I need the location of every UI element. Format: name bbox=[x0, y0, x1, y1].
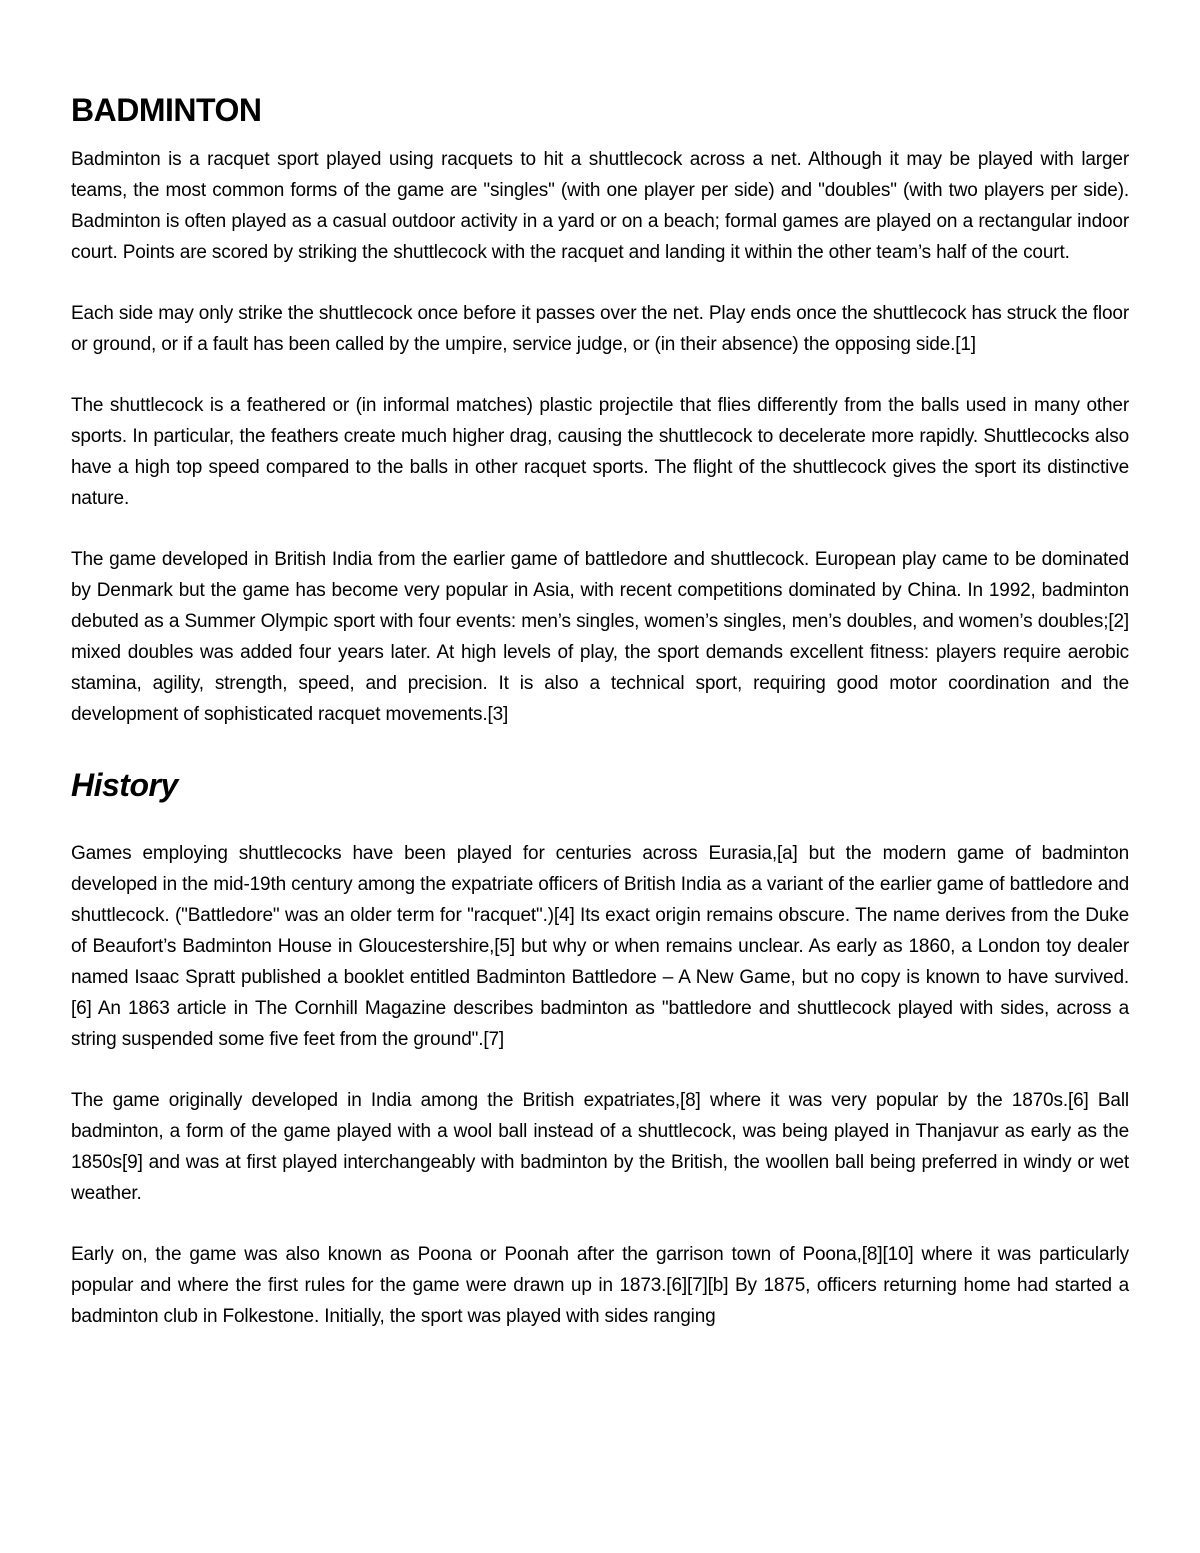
document-title: BADMINTON bbox=[71, 92, 262, 128]
history-heading: History bbox=[71, 767, 178, 803]
intro-paragraph-3: The shuttlecock is a feathered or (in informal matches) plastic projectile that flies differently from the balls used in many other sports. In particular, the feathers create much higher drag, causing the shuttlecock to decelerate more rapidly. Shuttlecocks also have a high top speed compared to the balls in other racquet sports. The flight of the shuttlecock gives the sport its distinctive nature. bbox=[71, 395, 1129, 509]
history-paragraph-1: Games employing shuttlecocks have been played for centuries across Eurasia,[a] but the modern game of badminton developed in the mid-19th century among the expatriate officers of British India as a variant of the earlier game of battledore and shuttlecock. ("Battledore" was an older term for "racquet".)[4] Its exact origin remains obscure. The name derives from the Duke of Beaufort’s Badminton House in Gloucestershire,[5] but why or when remains unclear. As early as 1860, a London toy dealer named Isaac Spratt published a booklet entitled Badminton Battledore – A New Game, but no copy is known to have survived.[6] An 1863 article in The Cornhill Magazine describes badminton as "battledore and shuttlecock played with sides, across a string suspended some five feet from the ground".[7] bbox=[71, 843, 1129, 1050]
intro-paragraph-1: Badminton is a racquet sport played using racquets to hit a shuttlecock across a net. Although it may be played with larger teams, the most common forms of the game are "singles" (with one player per side) and "doubles" (with two players per side). Badminton is often played as a casual outdoor activity in a yard or on a beach; formal games are played on a rectangular indoor court. Points are scored by striking the shuttlecock with the racquet and landing it within the other team’s half of the court. bbox=[71, 149, 1129, 263]
intro-paragraph-4: The game developed in British India from the earlier game of battledore and shuttlecock. European play came to be dominated by Denmark but the game has become very popular in Asia, with recent competitions dominated by China. In 1992, badminton debuted as a Summer Olympic sport with four events: men’s singles, women’s singles, men’s doubles, and women’s doubles;[2] mixed doubles was added four years later. At high levels of play, the sport demands excellent fitness: players require aerobic stamina, agility, strength, speed, and precision. It is also a technical sport, requiring good motor coordination and the development of sophisticated racquet movements.[3] bbox=[71, 549, 1129, 725]
history-paragraph-2: The game originally developed in India among the British expatriates,[8] where it was very popular by the 1870s.[6] Ball badminton, a form of the game played with a wool ball instead of a shuttlecock, was being played in Thanjavur as early as the 1850s[9] and was at first played interchangeably with badminton by the British, the woollen ball being preferred in windy or wet weather. bbox=[71, 1090, 1129, 1204]
intro-paragraph-2: Each side may only strike the shuttlecock once before it passes over the net. Play ends once the shuttlecock has struck the floor or ground, or if a fault has been called by the umpire, service judge, or (in their absence) the opposing side.[1] bbox=[71, 303, 1129, 355]
document-page bbox=[71, 88, 1129, 1362]
history-paragraph-3: Early on, the game was also known as Poona or Poonah after the garrison town of Poona,[8][10] where it was particularly popular and where the first rules for the game were drawn up in 1873.[6][7][b] By 1875, officers returning home had started a badminton club in Folkestone. Initially, the sport was played with sides ranging bbox=[71, 1244, 1129, 1327]
